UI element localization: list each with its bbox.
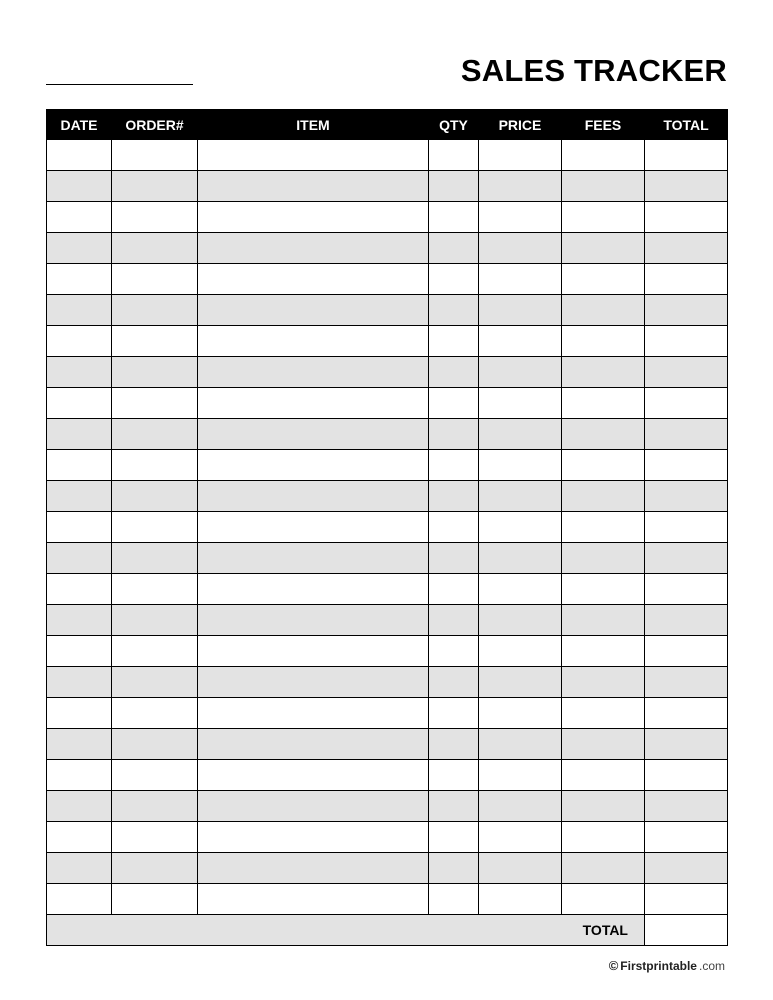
- cell-date[interactable]: [47, 574, 112, 605]
- cell-order[interactable]: [112, 264, 198, 295]
- cell-order[interactable]: [112, 636, 198, 667]
- cell-date[interactable]: [47, 698, 112, 729]
- cell-price[interactable]: [479, 264, 562, 295]
- cell-date[interactable]: [47, 264, 112, 295]
- cell-item[interactable]: [198, 729, 429, 760]
- cell-item[interactable]: [198, 326, 429, 357]
- cell-order[interactable]: [112, 853, 198, 884]
- cell-qty[interactable]: [429, 760, 479, 791]
- cell-date[interactable]: [47, 512, 112, 543]
- cell-order[interactable]: [112, 388, 198, 419]
- cell-order[interactable]: [112, 667, 198, 698]
- cell-order[interactable]: [112, 326, 198, 357]
- page-title: SALES TRACKER: [460, 53, 727, 88]
- cell-item[interactable]: [198, 574, 429, 605]
- cell-total[interactable]: [645, 295, 728, 326]
- sales-table: [46, 109, 728, 946]
- cell-order[interactable]: [112, 481, 198, 512]
- table-row: [47, 419, 728, 450]
- cell-fees[interactable]: [562, 853, 645, 884]
- cell-fees[interactable]: [562, 419, 645, 450]
- cell-total[interactable]: [645, 481, 728, 512]
- cell-date[interactable]: [47, 760, 112, 791]
- cell-qty[interactable]: [429, 388, 479, 419]
- cell-qty[interactable]: [429, 822, 479, 853]
- cell-item[interactable]: [198, 636, 429, 667]
- cell-fees[interactable]: [562, 822, 645, 853]
- cell-fees[interactable]: [562, 357, 645, 388]
- cell-qty[interactable]: [429, 667, 479, 698]
- table-row: [47, 264, 728, 295]
- cell-total[interactable]: [645, 512, 728, 543]
- cell-total[interactable]: [645, 853, 728, 884]
- cell-qty[interactable]: [429, 233, 479, 264]
- cell-item[interactable]: [198, 295, 429, 326]
- cell-total[interactable]: [645, 202, 728, 233]
- cell-item[interactable]: [198, 357, 429, 388]
- table-row: [47, 512, 728, 543]
- cell-item[interactable]: [198, 543, 429, 574]
- cell-item[interactable]: [198, 388, 429, 419]
- table-row: [47, 853, 728, 884]
- cell-price[interactable]: [479, 202, 562, 233]
- cell-total[interactable]: [645, 388, 728, 419]
- cell-total[interactable]: [645, 729, 728, 760]
- cell-fees[interactable]: [562, 481, 645, 512]
- cell-total[interactable]: [645, 791, 728, 822]
- cell-price[interactable]: [479, 326, 562, 357]
- grand-total-cell[interactable]: [645, 915, 728, 946]
- cell-order[interactable]: [112, 574, 198, 605]
- table-row: [47, 140, 728, 171]
- cell-fees[interactable]: [562, 667, 645, 698]
- cell-item[interactable]: [198, 233, 429, 264]
- cell-date[interactable]: [47, 450, 112, 481]
- cell-price[interactable]: [479, 760, 562, 791]
- cell-qty[interactable]: [429, 884, 479, 915]
- cell-item[interactable]: [198, 760, 429, 791]
- cell-date[interactable]: [47, 884, 112, 915]
- column-header-item: ITEM: [198, 110, 429, 140]
- cell-price[interactable]: [479, 574, 562, 605]
- cell-qty[interactable]: [429, 574, 479, 605]
- cell-qty[interactable]: [429, 543, 479, 574]
- cell-item[interactable]: [198, 822, 429, 853]
- cell-fees[interactable]: [562, 729, 645, 760]
- cell-item[interactable]: [198, 667, 429, 698]
- cell-qty[interactable]: [429, 264, 479, 295]
- cell-item[interactable]: [198, 140, 429, 171]
- table-row: [47, 481, 728, 512]
- cell-fees[interactable]: [562, 698, 645, 729]
- cell-fees[interactable]: [562, 450, 645, 481]
- cell-total[interactable]: [645, 698, 728, 729]
- cell-order[interactable]: [112, 884, 198, 915]
- cell-price[interactable]: [479, 791, 562, 822]
- table-row: [47, 233, 728, 264]
- cell-price[interactable]: [479, 884, 562, 915]
- cell-fees[interactable]: [562, 574, 645, 605]
- cell-price[interactable]: [479, 388, 562, 419]
- cell-date[interactable]: [47, 822, 112, 853]
- cell-total[interactable]: [645, 822, 728, 853]
- cell-price[interactable]: [479, 636, 562, 667]
- table-row: [47, 698, 728, 729]
- total-row: [47, 915, 728, 946]
- column-header-price: PRICE: [479, 110, 562, 140]
- table-row: [47, 202, 728, 233]
- cell-item[interactable]: [198, 791, 429, 822]
- cell-qty[interactable]: [429, 171, 479, 202]
- cell-date[interactable]: [47, 326, 112, 357]
- cell-price[interactable]: [479, 233, 562, 264]
- table-row: [47, 171, 728, 202]
- table-row: [47, 295, 728, 326]
- cell-date[interactable]: [47, 233, 112, 264]
- cell-item[interactable]: [198, 698, 429, 729]
- cell-date[interactable]: [47, 729, 112, 760]
- cell-item[interactable]: [198, 512, 429, 543]
- cell-order[interactable]: [112, 450, 198, 481]
- cell-price[interactable]: [479, 481, 562, 512]
- copyright-icon: ©: [608, 958, 619, 973]
- cell-order[interactable]: [112, 512, 198, 543]
- cell-fees[interactable]: [562, 388, 645, 419]
- cell-item[interactable]: [198, 450, 429, 481]
- footer-branding: [609, 958, 725, 973]
- cell-total[interactable]: [645, 760, 728, 791]
- cell-total[interactable]: [645, 636, 728, 667]
- cell-fees[interactable]: [562, 202, 645, 233]
- column-header-order: ORDER#: [112, 110, 198, 140]
- cell-order[interactable]: [112, 760, 198, 791]
- cell-price[interactable]: [479, 512, 562, 543]
- cell-total[interactable]: [645, 884, 728, 915]
- cell-total[interactable]: [645, 574, 728, 605]
- cell-date[interactable]: [47, 388, 112, 419]
- cell-order[interactable]: [112, 543, 198, 574]
- cell-price[interactable]: [479, 419, 562, 450]
- column-header-date: DATE: [47, 110, 112, 140]
- cell-total[interactable]: [645, 419, 728, 450]
- cell-price[interactable]: [479, 295, 562, 326]
- cell-fees[interactable]: [562, 295, 645, 326]
- name-line[interactable]: [46, 84, 193, 85]
- cell-qty[interactable]: [429, 140, 479, 171]
- cell-date[interactable]: [47, 543, 112, 574]
- cell-price[interactable]: [479, 450, 562, 481]
- cell-date[interactable]: [47, 171, 112, 202]
- cell-date[interactable]: [47, 481, 112, 512]
- cell-qty[interactable]: [429, 853, 479, 884]
- column-header-qty: QTY: [429, 110, 479, 140]
- cell-price[interactable]: [479, 853, 562, 884]
- cell-total[interactable]: [645, 605, 728, 636]
- cell-price[interactable]: [479, 822, 562, 853]
- cell-qty[interactable]: [429, 419, 479, 450]
- cell-price[interactable]: [479, 357, 562, 388]
- cell-date[interactable]: [47, 853, 112, 884]
- cell-qty[interactable]: [429, 202, 479, 233]
- cell-qty[interactable]: [429, 698, 479, 729]
- cell-date[interactable]: [47, 140, 112, 171]
- cell-item[interactable]: [198, 419, 429, 450]
- cell-total[interactable]: [645, 543, 728, 574]
- cell-fees[interactable]: [562, 326, 645, 357]
- table-row: [47, 388, 728, 419]
- cell-order[interactable]: [112, 791, 198, 822]
- cell-total[interactable]: [645, 326, 728, 357]
- cell-fees[interactable]: [562, 140, 645, 171]
- cell-order[interactable]: [112, 233, 198, 264]
- cell-order[interactable]: [112, 357, 198, 388]
- cell-date[interactable]: [47, 791, 112, 822]
- table-row: [47, 605, 728, 636]
- cell-total[interactable]: [645, 357, 728, 388]
- table-row: [47, 326, 728, 357]
- cell-fees[interactable]: [562, 605, 645, 636]
- cell-date[interactable]: [47, 605, 112, 636]
- cell-qty[interactable]: [429, 326, 479, 357]
- cell-qty[interactable]: [429, 791, 479, 822]
- cell-total[interactable]: [645, 667, 728, 698]
- cell-price[interactable]: [479, 605, 562, 636]
- cell-order[interactable]: [112, 698, 198, 729]
- cell-order[interactable]: [112, 729, 198, 760]
- cell-date[interactable]: [47, 295, 112, 326]
- cell-qty[interactable]: [429, 512, 479, 543]
- table-row: [47, 636, 728, 667]
- cell-date[interactable]: [47, 202, 112, 233]
- cell-fees[interactable]: [562, 264, 645, 295]
- cell-item[interactable]: [198, 481, 429, 512]
- cell-order[interactable]: [112, 419, 198, 450]
- cell-total[interactable]: [645, 171, 728, 202]
- table-row: [47, 450, 728, 481]
- table-row: [47, 884, 728, 915]
- cell-order[interactable]: [112, 202, 198, 233]
- table-row: [47, 822, 728, 853]
- cell-item[interactable]: [198, 853, 429, 884]
- total-label: TOTAL: [47, 915, 645, 946]
- table-row: [47, 729, 728, 760]
- cell-order[interactable]: [112, 140, 198, 171]
- cell-qty[interactable]: [429, 729, 479, 760]
- cell-price[interactable]: [479, 140, 562, 171]
- cell-date[interactable]: [47, 419, 112, 450]
- cell-qty[interactable]: [429, 636, 479, 667]
- cell-date[interactable]: [47, 357, 112, 388]
- cell-item[interactable]: [198, 171, 429, 202]
- brand-tld: .com: [698, 958, 725, 973]
- table-row: [47, 791, 728, 822]
- cell-qty[interactable]: [429, 357, 479, 388]
- cell-date[interactable]: [47, 667, 112, 698]
- cell-date[interactable]: [47, 636, 112, 667]
- cell-order[interactable]: [112, 171, 198, 202]
- cell-qty[interactable]: [429, 605, 479, 636]
- cell-item[interactable]: [198, 264, 429, 295]
- cell-price[interactable]: [479, 667, 562, 698]
- column-header-fees: FEES: [562, 110, 645, 140]
- cell-fees[interactable]: [562, 636, 645, 667]
- cell-fees[interactable]: [562, 791, 645, 822]
- cell-total[interactable]: [645, 450, 728, 481]
- cell-total[interactable]: [645, 264, 728, 295]
- table-row: [47, 760, 728, 791]
- table-row: [47, 543, 728, 574]
- cell-total[interactable]: [645, 140, 728, 171]
- cell-item[interactable]: [198, 202, 429, 233]
- cell-order[interactable]: [112, 605, 198, 636]
- table-row: [47, 667, 728, 698]
- cell-order[interactable]: [112, 295, 198, 326]
- cell-fees[interactable]: [562, 884, 645, 915]
- cell-fees[interactable]: [562, 512, 645, 543]
- column-header-total: TOTAL: [645, 110, 728, 140]
- table-row: [47, 357, 728, 388]
- cell-qty[interactable]: [429, 481, 479, 512]
- cell-price[interactable]: [479, 543, 562, 574]
- table-row: [47, 574, 728, 605]
- brand-name: Firstprintable: [620, 958, 697, 973]
- cell-price[interactable]: [479, 729, 562, 760]
- header-row: [47, 110, 728, 140]
- cell-qty[interactable]: [429, 295, 479, 326]
- cell-order[interactable]: [112, 822, 198, 853]
- cell-price[interactable]: [479, 698, 562, 729]
- cell-fees[interactable]: [562, 760, 645, 791]
- cell-price[interactable]: [479, 171, 562, 202]
- cell-fees[interactable]: [562, 233, 645, 264]
- cell-fees[interactable]: [562, 171, 645, 202]
- cell-item[interactable]: [198, 605, 429, 636]
- cell-total[interactable]: [645, 233, 728, 264]
- cell-qty[interactable]: [429, 450, 479, 481]
- cell-fees[interactable]: [562, 543, 645, 574]
- cell-item[interactable]: [198, 884, 429, 915]
